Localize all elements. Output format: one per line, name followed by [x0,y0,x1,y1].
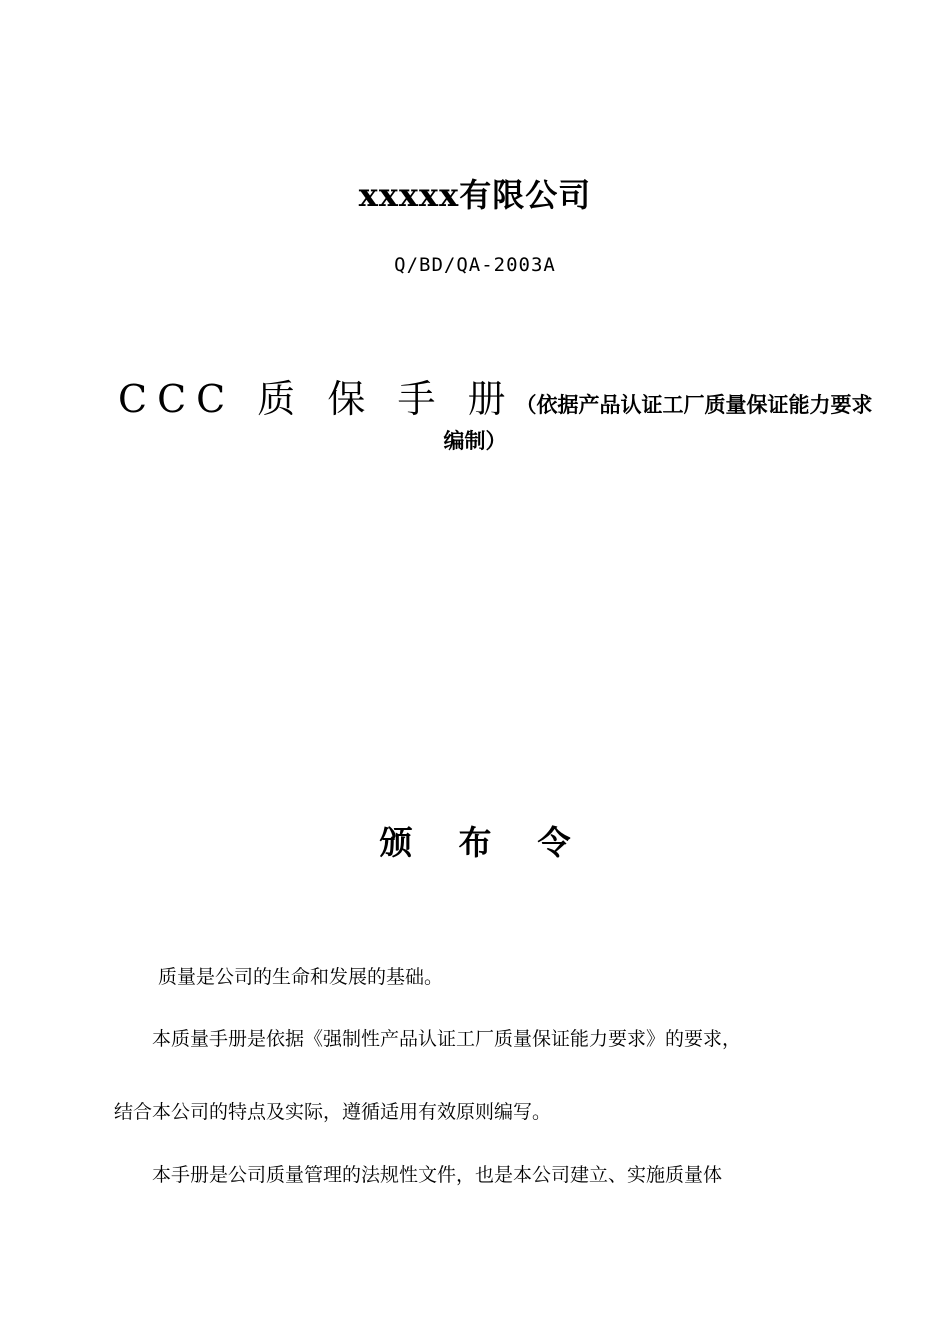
decree-paragraph: 质量是公司的生命和发展的基础。 [158,966,444,988]
manual-title-subtitle: （依据产品认证工厂质量保证能力要求 [515,393,873,417]
decree-paragraph: 本质量手册是依据《强制性产品认证工厂质量保证能力要求》的要求， [152,1028,742,1050]
decree-heading: 颁布令 [379,823,617,862]
manual-title-subtitle-continued: 编制） [443,429,507,453]
decree-paragraph: 结合本公司的特点及实际，遵循适用有效原则编写。 [114,1101,552,1123]
decree-paragraph: 本手册是公司质量管理的法规性文件，也是本公司建立、实施质量体 [152,1164,723,1186]
manual-title [118,368,873,423]
company-name: xxxxx有限公司 [358,176,592,214]
manual-title-main: CCC 质 保 手 册 [118,377,516,421]
document-code: Q/BD/QA-2003A [394,254,556,276]
